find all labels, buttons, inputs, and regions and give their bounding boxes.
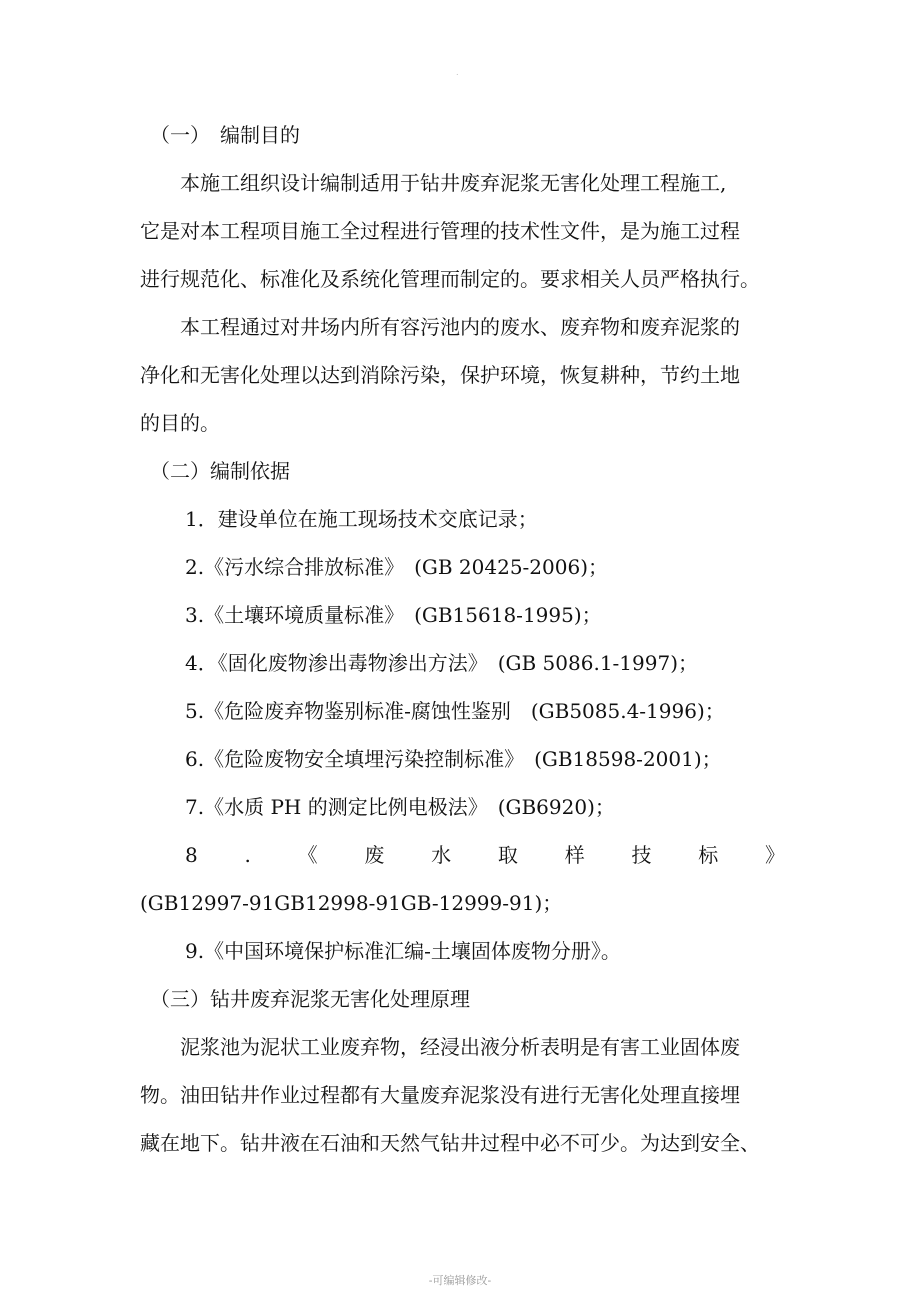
reference-item: 7.《水质 PH 的测定比例电极法》 (GB6920)； xyxy=(185,795,615,819)
paragraph-line: 本工程通过对井场内所有容污池内的废水、废弃物和废弃泥浆的 xyxy=(180,315,740,339)
ref8-part: 技 xyxy=(631,843,652,867)
ref8-part: 标 xyxy=(698,843,719,867)
reference-item: 1．建设单位在施工现场技术交底记录； xyxy=(185,507,538,531)
ref8-part: 取 xyxy=(497,843,518,867)
section-heading-1: （一） 编制目的 xyxy=(150,123,300,147)
paragraph-line: 净化和无害化处理以达到消除污染，保护环境，恢复耕种，节约土地 xyxy=(140,363,740,387)
reference-item: 4．《固化废物渗出毒物渗出方法》 (GB 5086.1-1997)； xyxy=(185,651,698,675)
reference-item: 5.《危险废弃物鉴别标准-腐蚀性鉴别 (GB5085.4-1996)； xyxy=(185,699,725,723)
reference-item: 2.《污水综合排放标准》 (GB 20425-2006)； xyxy=(185,555,608,579)
reference-item-8-continuation: (GB12997-91GB12998-91GB-12999-91)； xyxy=(140,891,563,915)
paragraph-line: 藏在地下。钻井液在石油和天然气钻井过程中必不可少。为达到安全、 xyxy=(140,1131,760,1155)
page-footer: -可编辑修改- xyxy=(428,1274,492,1287)
header-mark: . xyxy=(456,68,459,77)
paragraph-line: 它是对本工程项目施工全过程进行管理的技术性文件，是为施工过程 xyxy=(140,219,740,243)
paragraph-line: 的目的。 xyxy=(140,411,220,435)
paragraph-line: 泥浆池为泥状工业废弃物，经浸出液分析表明是有害工业固体废 xyxy=(180,1035,740,1059)
ref8-part: 》 xyxy=(764,843,785,867)
paragraph-line: 本施工组织设计编制适用于钻井废弃泥浆无害化处理工程施工, xyxy=(180,171,727,195)
ref8-part: 废 xyxy=(364,843,385,867)
reference-item-8 xyxy=(185,840,785,870)
ref8-part: . xyxy=(244,843,251,867)
ref8-part: 8 xyxy=(185,843,198,867)
paragraph-line: 进行规范化、标准化及系统化管理而制定的。要求相关人员严格执行。 xyxy=(140,267,760,291)
reference-item: 3.《土壤环境质量标准》 (GB15618-1995)； xyxy=(185,603,602,627)
ref8-part: 样 xyxy=(564,843,585,867)
section-heading-3: （三）钻井废弃泥浆无害化处理原理 xyxy=(150,987,470,1011)
ref8-part: 水 xyxy=(431,843,452,867)
reference-item: 6.《危险废物安全填埋污染控制标准》 (GB18598-2001)； xyxy=(185,747,722,771)
ref8-part: 《 xyxy=(297,843,318,867)
section-heading-2: （二）编制依据 xyxy=(150,459,290,483)
reference-item: 9.《中国环境保护标准汇编-土壤固体废物分册》。 xyxy=(185,939,621,963)
paragraph-line: 物。油田钻井作业过程都有大量废弃泥浆没有进行无害化处理直接埋 xyxy=(140,1083,740,1107)
